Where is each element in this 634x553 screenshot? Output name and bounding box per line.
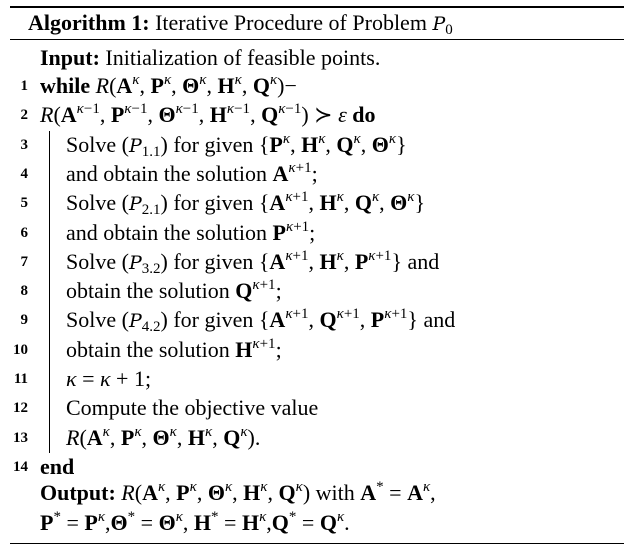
line-number: 10	[13, 342, 28, 358]
title-rule	[10, 39, 624, 40]
output-label: Output:	[40, 480, 116, 505]
line-number: 9	[20, 312, 28, 328]
algorithm-label: Algorithm 1:	[28, 10, 150, 35]
line-text: Compute the objective value	[66, 395, 319, 420]
line-number: 13	[13, 430, 28, 446]
bottom-rule	[10, 543, 624, 544]
output-line-2	[40, 510, 350, 536]
output-line-1	[40, 480, 436, 506]
line-number: 8	[20, 283, 28, 299]
line-number: 11	[13, 371, 28, 387]
line-number: 2	[20, 107, 28, 123]
line-text: $R(A^{\kappa-1}$, $P^{\kappa-1}$, $\Theta^{\kappa-1}$, $H^{\kappa-1}$, $Q^{\kappa-1}$) ≻ ε do	[40, 101, 376, 127]
while-scope-bar	[49, 131, 50, 453]
line-text: Solve $(P_{4.2})$ for given {$A^{\kappa+1}$, $Q^{\kappa+1}$, $P^{\kappa+1}$} and	[66, 306, 456, 335]
input-line	[40, 45, 380, 71]
output-text-1: $R(A^\kappa$, $P^\kappa$, $\Theta^\kappa$, $H^\kappa$, $Q^\kappa$) with $A^* = A^\kappa$,	[121, 479, 436, 505]
line-number: 12	[13, 400, 28, 416]
input-text: Initialization of feasible points.	[105, 45, 381, 70]
line-text: Solve $(P_{2.1})$ for given {$A^{\kappa+1}$, $H^\kappa$, $Q^\kappa$, $\Theta^\kappa$}	[66, 189, 426, 218]
line-number: 5	[20, 195, 28, 211]
line-text: end	[40, 454, 75, 479]
line-text: κ = κ + 1;	[66, 366, 152, 391]
algorithm-title	[28, 10, 453, 37]
problem-symbol: P	[432, 13, 446, 35]
line-number: 1	[20, 78, 28, 94]
line-number: 14	[13, 459, 28, 475]
algorithm-title-text: Iterative Procedure of Problem	[155, 10, 433, 35]
line-text: Solve $(P_{3.2})$ for given {$A^{\kappa+1}$, $H^\kappa$, $P^{\kappa+1}$} and	[66, 248, 440, 277]
line-number: 3	[20, 137, 28, 153]
output-text-2: $P^* = P^\kappa,\Theta^* = \Theta^\kappa$, $H^* = H^\kappa,Q^* = Q^\kappa$.	[40, 509, 350, 535]
top-rule	[10, 6, 624, 8]
line-number: 6	[20, 225, 28, 241]
line-text: obtain the solution $H^{\kappa+1}$;	[66, 336, 282, 362]
problem-symbol-subscript: 0	[445, 22, 453, 38]
line-text: while $R(A^\kappa$, $P^\kappa$, $\Theta^\kappa$, $H^\kappa$, $Q^\kappa)-$	[40, 72, 297, 98]
line-text: and obtain the solution $A^{\kappa+1}$;	[66, 160, 318, 186]
line-text: Solve $(P_{1.1})$ for given {$P^\kappa$, $H^\kappa$, $Q^\kappa$, $\Theta^\kappa$}	[66, 131, 407, 160]
line-number: 4	[20, 166, 28, 182]
line-number: 7	[20, 254, 28, 270]
line-text: and obtain the solution $P^{\kappa+1}$;	[66, 219, 316, 245]
input-label: Input:	[40, 45, 100, 70]
line-text: obtain the solution $Q^{\kappa+1}$;	[66, 277, 282, 303]
line-text: $R(A^\kappa$, $P^\kappa$, $\Theta^\kappa$, $H^\kappa$, $Q^\kappa$).	[66, 424, 261, 450]
